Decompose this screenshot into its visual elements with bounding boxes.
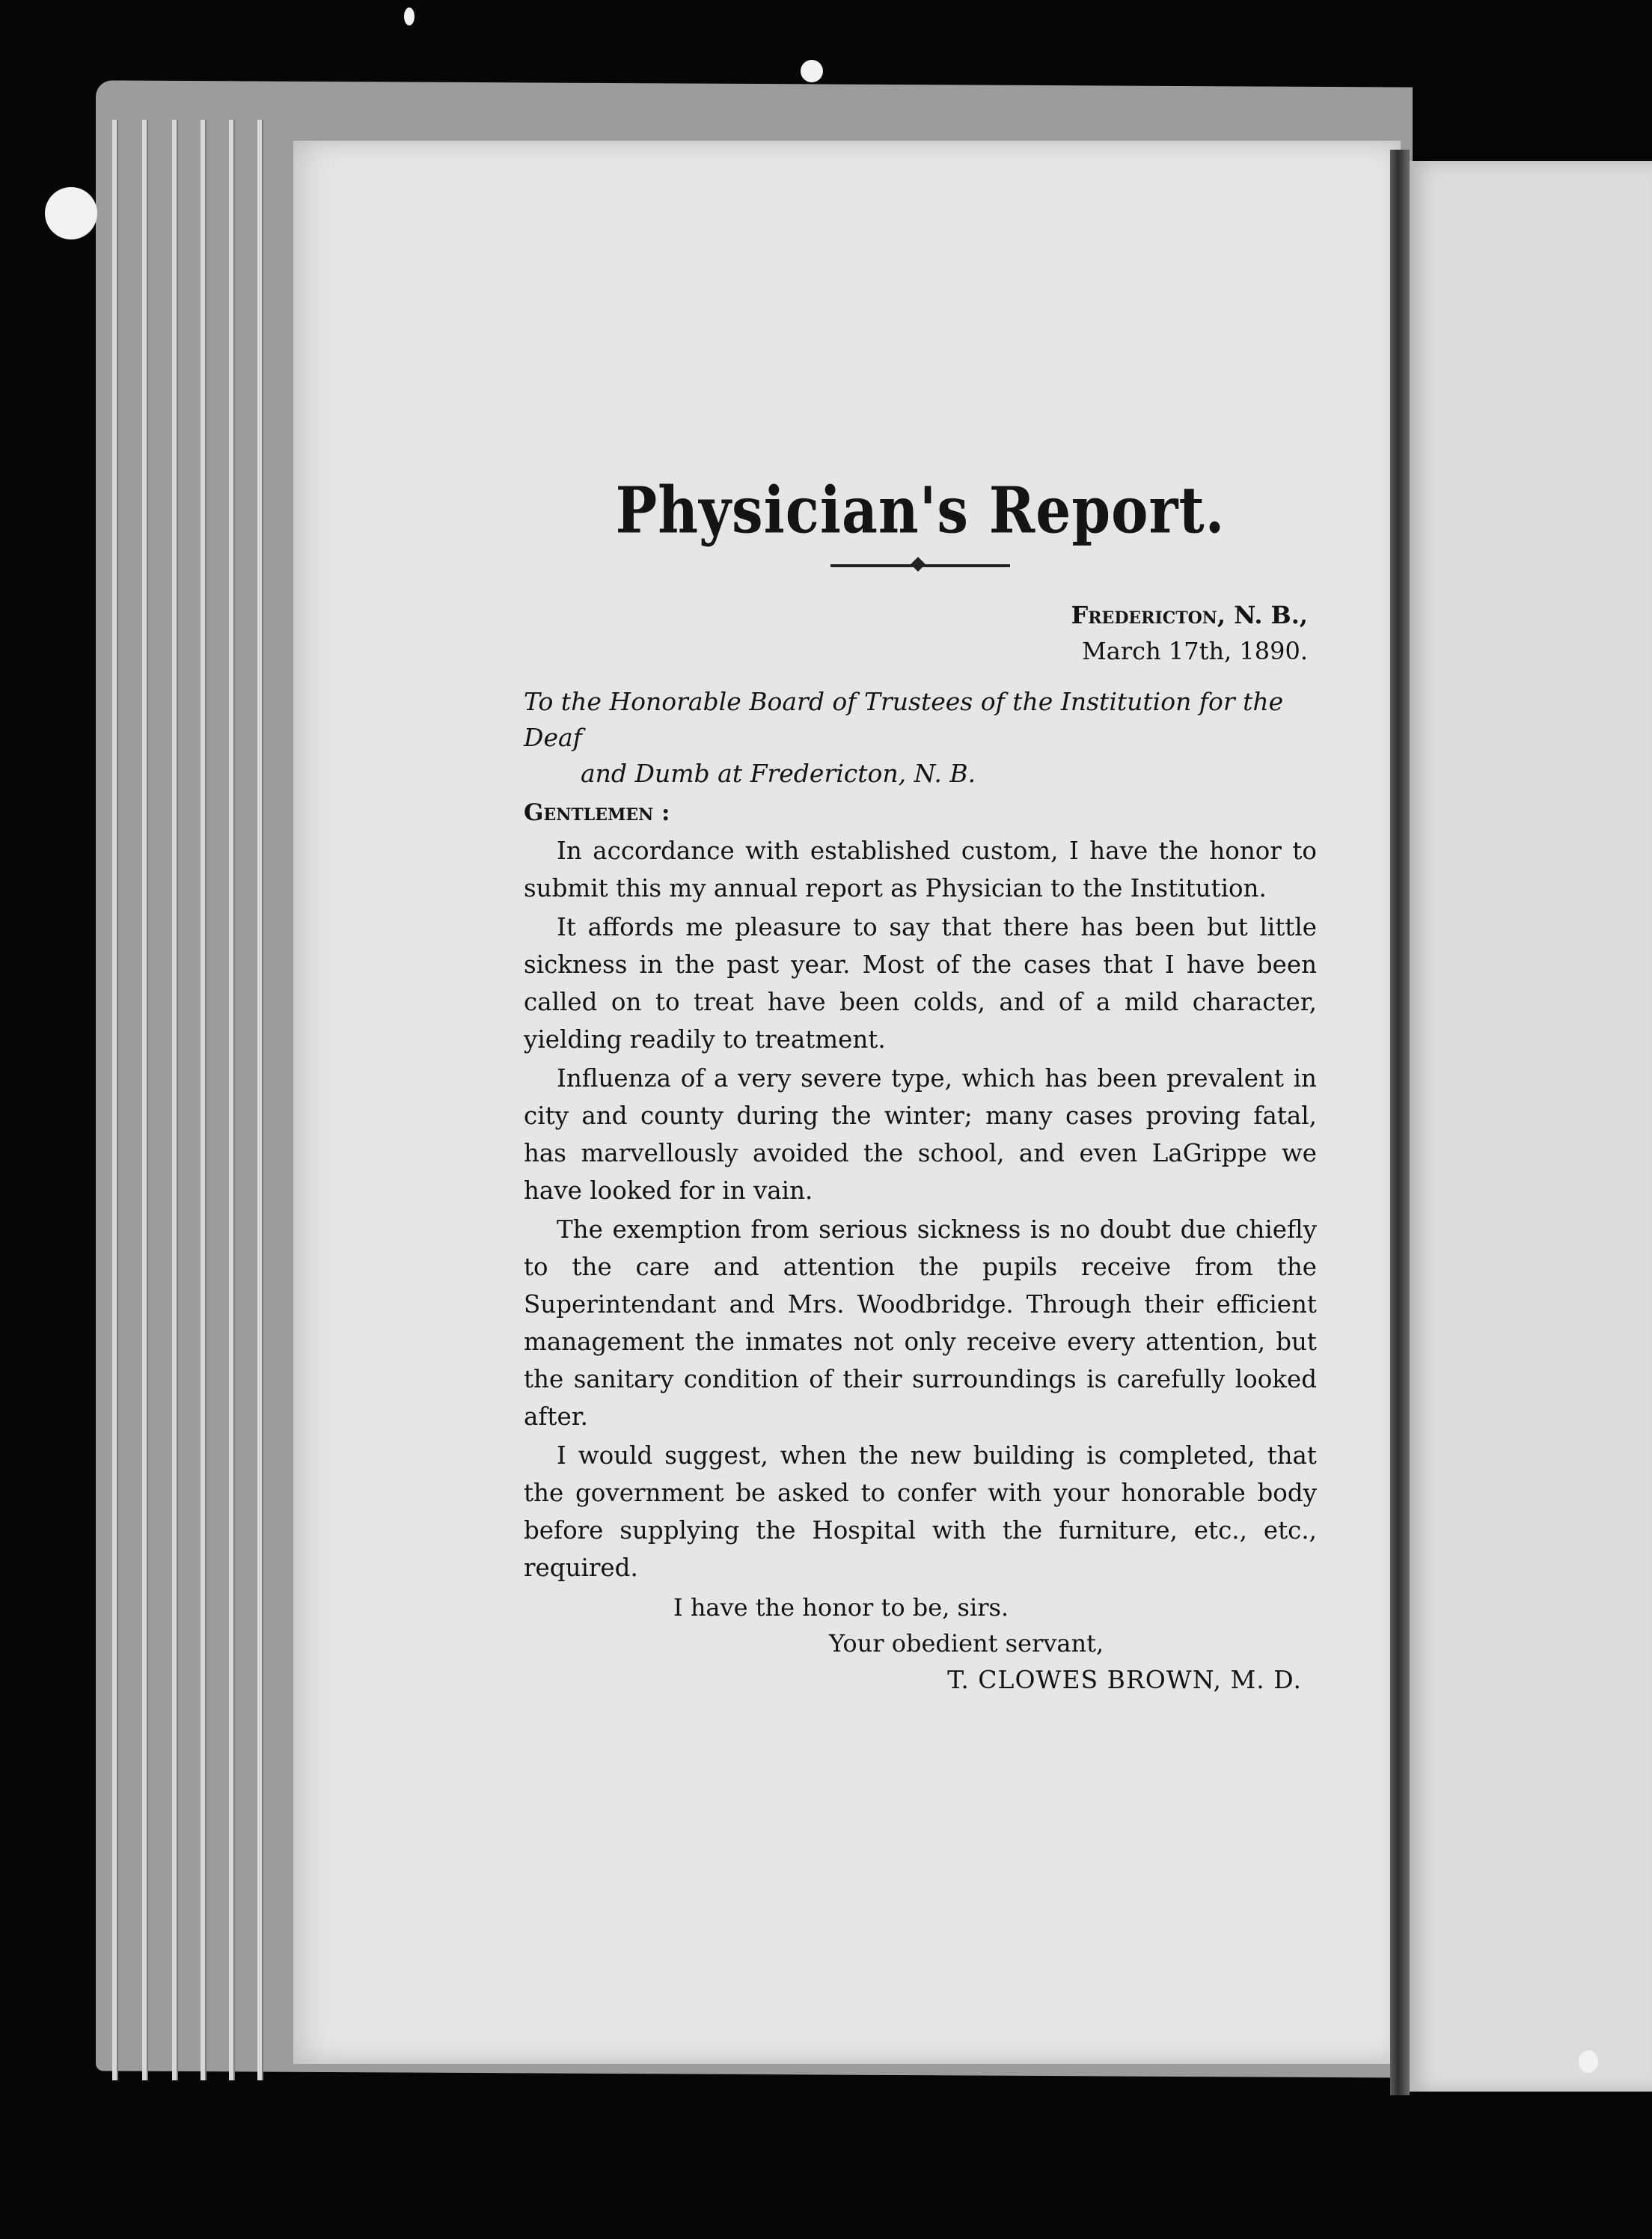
place-line — [524, 597, 1317, 633]
dust-speck — [1579, 2050, 1598, 2073]
address-line-2: and Dumb at Fredericton, N. B. — [581, 759, 976, 788]
report-content — [524, 474, 1317, 1699]
page-edge — [142, 120, 148, 2080]
rule-ornament-icon — [911, 557, 926, 572]
body-paragraph: I would suggest, when the new building is completed, that the government be asked to confer with your honorable body before supplying the Hospital with the furniture, etc., etc., required. — [524, 1441, 1317, 1582]
page-edge — [201, 120, 206, 2080]
facing-page — [1410, 161, 1652, 2092]
page-edge — [112, 120, 118, 2080]
date-line: March 17th, 1890. — [1082, 637, 1308, 665]
page-edge — [172, 120, 178, 2080]
signature: T. CLOWES BROWN, M. D. — [947, 1665, 1302, 1694]
dust-speck — [45, 187, 97, 239]
dust-speck — [404, 7, 414, 25]
book-gutter — [1390, 150, 1410, 2095]
page-edge — [229, 120, 235, 2080]
body-paragraph: Influenza of a very severe type, which has been prevalent in city and county during the winter; many cases proving fatal, has marvellously avoided the school, and even LaGrippe we have looked for in vain. — [524, 1064, 1317, 1205]
place-text: Fredericton, N. B., — [1071, 601, 1308, 629]
dust-speck — [801, 60, 823, 82]
address-line-1: To the Honorable Board of Trustees of the Institution for the Deaf — [524, 687, 1284, 752]
closing-line-1: I have the honor to be, sirs. — [673, 1593, 1009, 1622]
salutation: Gentlemen : — [524, 799, 670, 826]
title-rule — [830, 564, 1010, 567]
page-title: Physician's Report. — [615, 474, 1226, 549]
body-paragraph: It affords me pleasure to say that there has been but little sickness in the past year. Most of the cases that I have been called on to treat have been colds, and of a mild character, yielding readily to treatment. — [524, 913, 1317, 1054]
address-block — [524, 684, 1317, 792]
page-edge — [257, 120, 263, 2080]
body-paragraph: The exemption from serious sickness is no doubt due chiefly to the care and attention the pupils receive from the Superintendant and Mrs. Woodbridge. Through their efficient management the inmates not only receive every attention, but the sanitary condition of their surroundings is carefully looked after. — [524, 1215, 1317, 1431]
body-paragraph: In accordance with established custom, I have the honor to submit this my annual report as Physician to the Institution. — [524, 837, 1317, 902]
closing-line-2: Your obedient servant, — [829, 1629, 1104, 1658]
